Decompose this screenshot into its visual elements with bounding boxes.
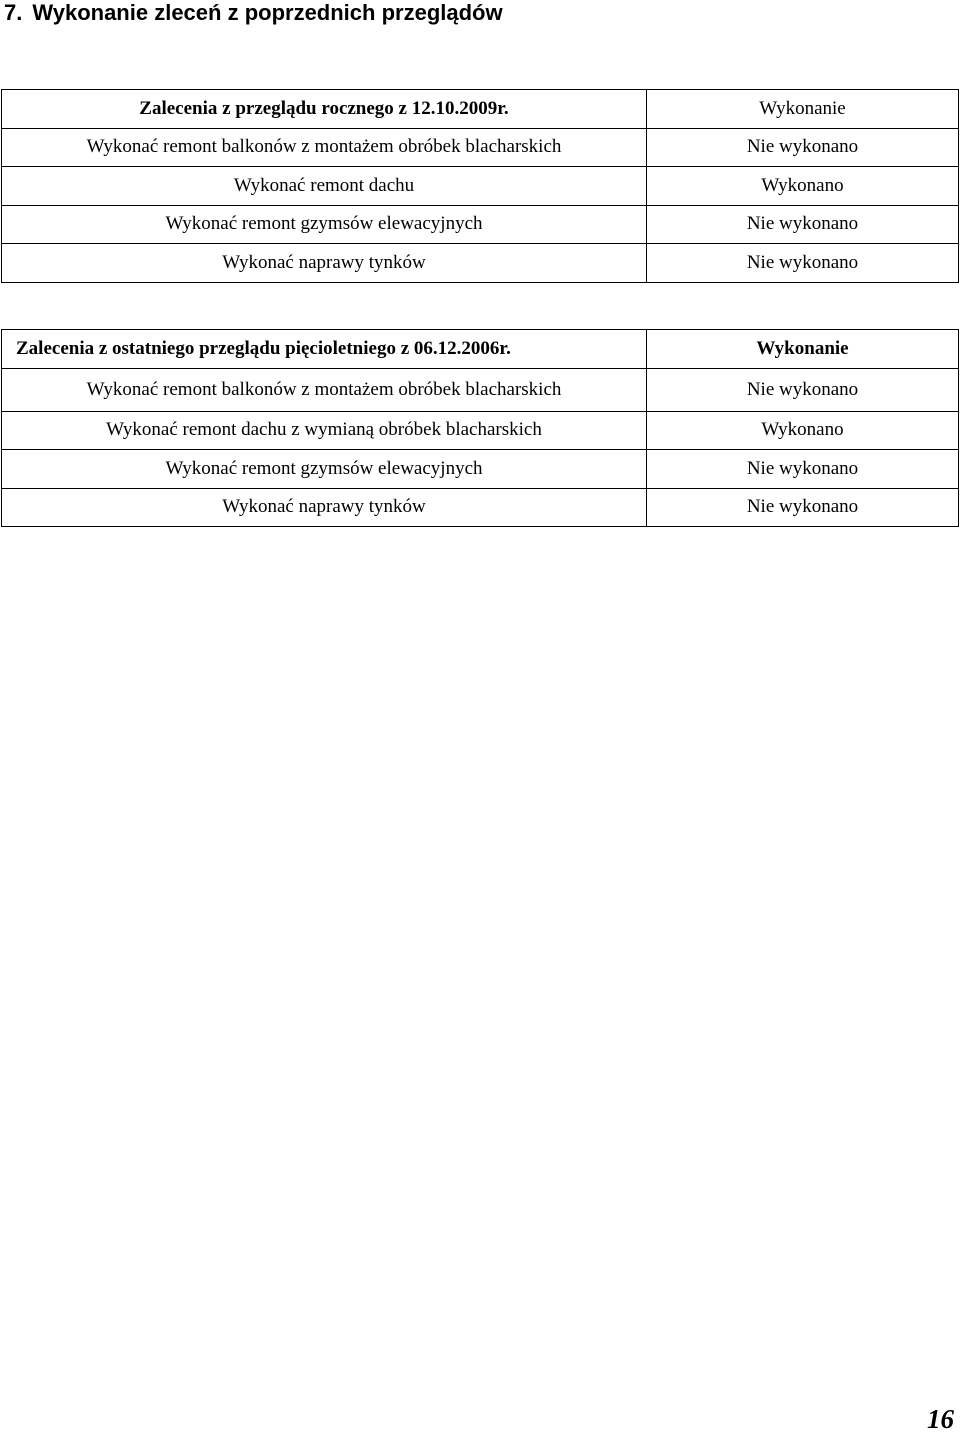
table-header-row xyxy=(2,90,959,129)
status-cell: Wykonano xyxy=(647,411,959,450)
status-cell: Nie wykonano xyxy=(647,205,959,244)
table-row xyxy=(2,411,959,450)
table-row xyxy=(2,128,959,167)
status-cell: Nie wykonano xyxy=(647,368,959,411)
table-row xyxy=(2,167,959,206)
page-number: 16 xyxy=(927,1404,954,1434)
task-cell: Wykonać remont balkonów z montażem obróbek blacharskich xyxy=(2,128,647,167)
table-row xyxy=(2,450,959,489)
section-title: Wykonanie zleceń z poprzednich przeglądów xyxy=(32,0,503,25)
task-cell: Wykonać remont dachu z wymianą obróbek blacharskich xyxy=(2,411,647,450)
table-row xyxy=(2,368,959,411)
table-header-row xyxy=(2,330,959,369)
task-cell: Wykonać remont dachu xyxy=(2,167,647,206)
five-year-inspection-table xyxy=(1,329,959,527)
table-row xyxy=(2,488,959,527)
header-execution: Wykonanie xyxy=(647,330,959,369)
annual-inspection-table xyxy=(1,89,959,283)
task-cell: Wykonać remont gzymsów elewacyjnych xyxy=(2,205,647,244)
table-row xyxy=(2,244,959,283)
status-cell: Nie wykonano xyxy=(647,244,959,283)
status-cell: Nie wykonano xyxy=(647,488,959,527)
task-cell: Wykonać remont balkonów z montażem obróbek blacharskich xyxy=(2,368,647,411)
task-cell: Wykonać naprawy tynków xyxy=(2,488,647,527)
status-cell: Nie wykonano xyxy=(647,450,959,489)
status-cell: Nie wykonano xyxy=(647,128,959,167)
section-number: 7. xyxy=(4,0,23,25)
header-execution: Wykonanie xyxy=(647,90,959,129)
table-row xyxy=(2,205,959,244)
section-heading xyxy=(4,0,503,28)
task-cell: Wykonać remont gzymsów elewacyjnych xyxy=(2,450,647,489)
header-recommendations: Zalecenia z ostatniego przeglądu pięcioletniego z 06.12.2006r. xyxy=(2,330,647,369)
header-recommendations: Zalecenia z przeglądu rocznego z 12.10.2009r. xyxy=(2,90,647,129)
status-cell: Wykonano xyxy=(647,167,959,206)
task-cell: Wykonać naprawy tynków xyxy=(2,244,647,283)
